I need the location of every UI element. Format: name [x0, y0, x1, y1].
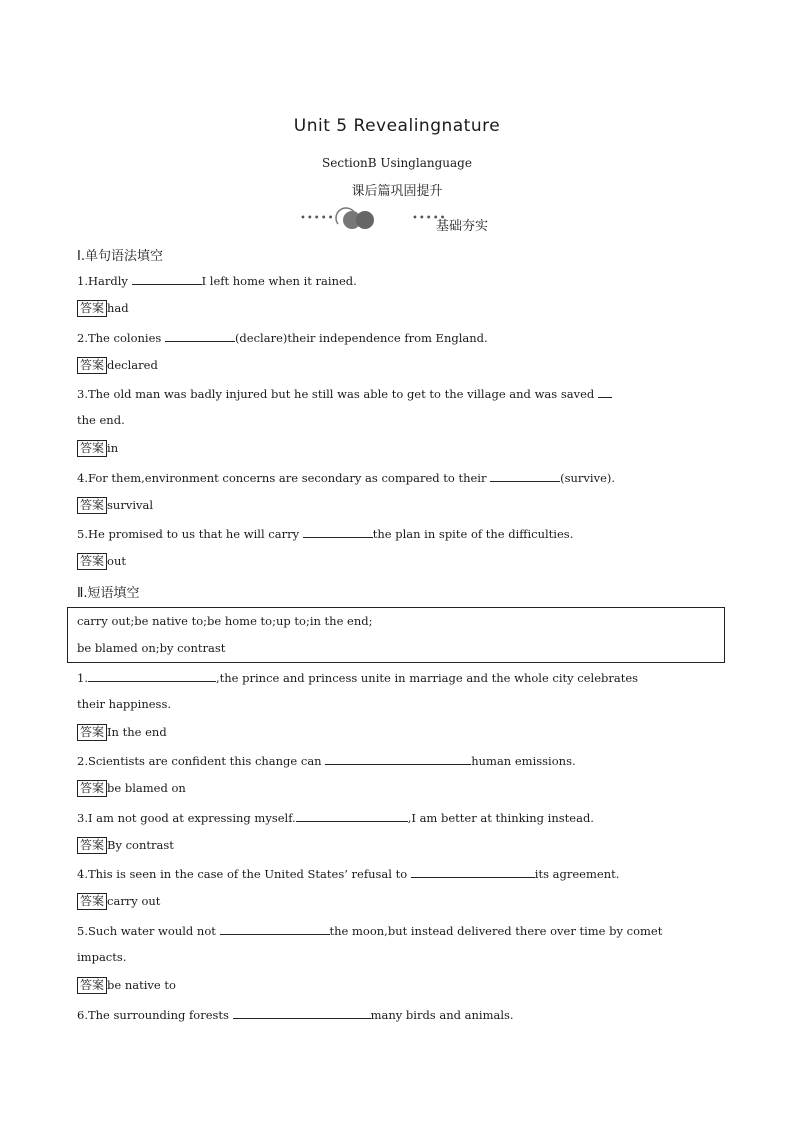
section-2-heading: Ⅱ.短语填空 [77, 586, 140, 601]
answer-1-4: 答案 survival [77, 497, 727, 514]
phrase-bank-box [67, 607, 725, 663]
answer-blank [165, 330, 235, 342]
question-1-2: 2.The colonies (declare)their independence from England. [77, 331, 488, 345]
answer-blank [303, 526, 373, 538]
question-2-6: 6.The surrounding forests many birds and animals. [77, 1008, 514, 1022]
section-banner [300, 206, 500, 236]
question-2-1-cont: their happiness. [77, 697, 171, 711]
dots-decoration-left: ••••• [300, 213, 335, 224]
question-2-3: 3.I am not good at expressing myself. ,I am better at thinking instead. [77, 811, 594, 825]
phrase-bank-line-2: be blamed on;by contrast [77, 641, 226, 655]
answer-1-1: 答案 had [77, 300, 727, 317]
answer-blank [325, 753, 471, 765]
question-1-4: 4.For them,environment concerns are secondary as compared to their (survive). [77, 471, 616, 485]
answer-1-3: 答案 in [77, 440, 727, 457]
answer-blank [132, 273, 202, 285]
after-class-subtitle: 课后篇巩固提升 [351, 184, 443, 199]
question-2-2: 2.Scientists are confident this change can human emissions. [77, 754, 576, 768]
question-1-5: 5.He promised to us that he will carry the plan in spite of the difficulties. [77, 527, 574, 541]
answer-2-4: 答案 carry out [77, 893, 727, 910]
answer-label-box: 答案 [77, 893, 107, 910]
answer-blank [411, 866, 535, 878]
answer-blank [88, 670, 216, 682]
answer-label-box: 答案 [77, 553, 107, 570]
question-1-3: 3.The old man was badly injured but he still was able to get to the village and was saved [77, 386, 727, 401]
section-subtitle: SectionB Usinglanguage [322, 156, 472, 170]
answer-label-box: 答案 [77, 300, 107, 317]
question-2-1: 1. ,the prince and princess unite in marriage and the whole city celebrates [77, 671, 639, 685]
answer-2-3: 答案 By contrast [77, 837, 727, 854]
question-2-5: 5.Such water would not the moon,but instead delivered there over time by comet [77, 924, 663, 938]
dots-decoration-right: ••••• [412, 213, 447, 224]
double-circle-icon [332, 206, 380, 232]
answer-label-box: 答案 [77, 837, 107, 854]
answer-label-box: 答案 [77, 724, 107, 741]
answer-1-5: 答案 out [77, 553, 727, 570]
phrase-bank-line-1: carry out;be native to;be home to;up to;in the end; [77, 614, 373, 628]
answer-label-box: 答案 [77, 357, 107, 374]
answer-label-box: 答案 [77, 977, 107, 994]
section-1-heading: Ⅰ.单句语法填空 [77, 249, 163, 264]
answer-2-2: 答案 be blamed on [77, 780, 727, 797]
answer-blank [598, 386, 612, 398]
question-1-1: 1.Hardly I left home when it rained. [77, 274, 357, 288]
question-2-5-cont: impacts. [77, 950, 127, 964]
question-1-3-cont: the end. [77, 413, 125, 427]
answer-2-1: 答案 In the end [77, 724, 727, 741]
answer-label-box: 答案 [77, 440, 107, 457]
answer-blank [220, 923, 330, 935]
answer-label-box: 答案 [77, 780, 107, 797]
question-2-4: 4.This is seen in the case of the United States’ refusal to its agreement. [77, 867, 620, 881]
answer-2-5: 答案 be native to [77, 977, 727, 994]
answer-blank [490, 470, 560, 482]
page-title: Unit 5 Revealingnature [293, 116, 501, 136]
answer-blank [296, 810, 408, 822]
banner-label: 基础夯实 [436, 219, 489, 234]
answer-label-box: 答案 [77, 497, 107, 514]
answer-1-2: 答案 declared [77, 357, 727, 374]
answer-blank [233, 1007, 371, 1019]
